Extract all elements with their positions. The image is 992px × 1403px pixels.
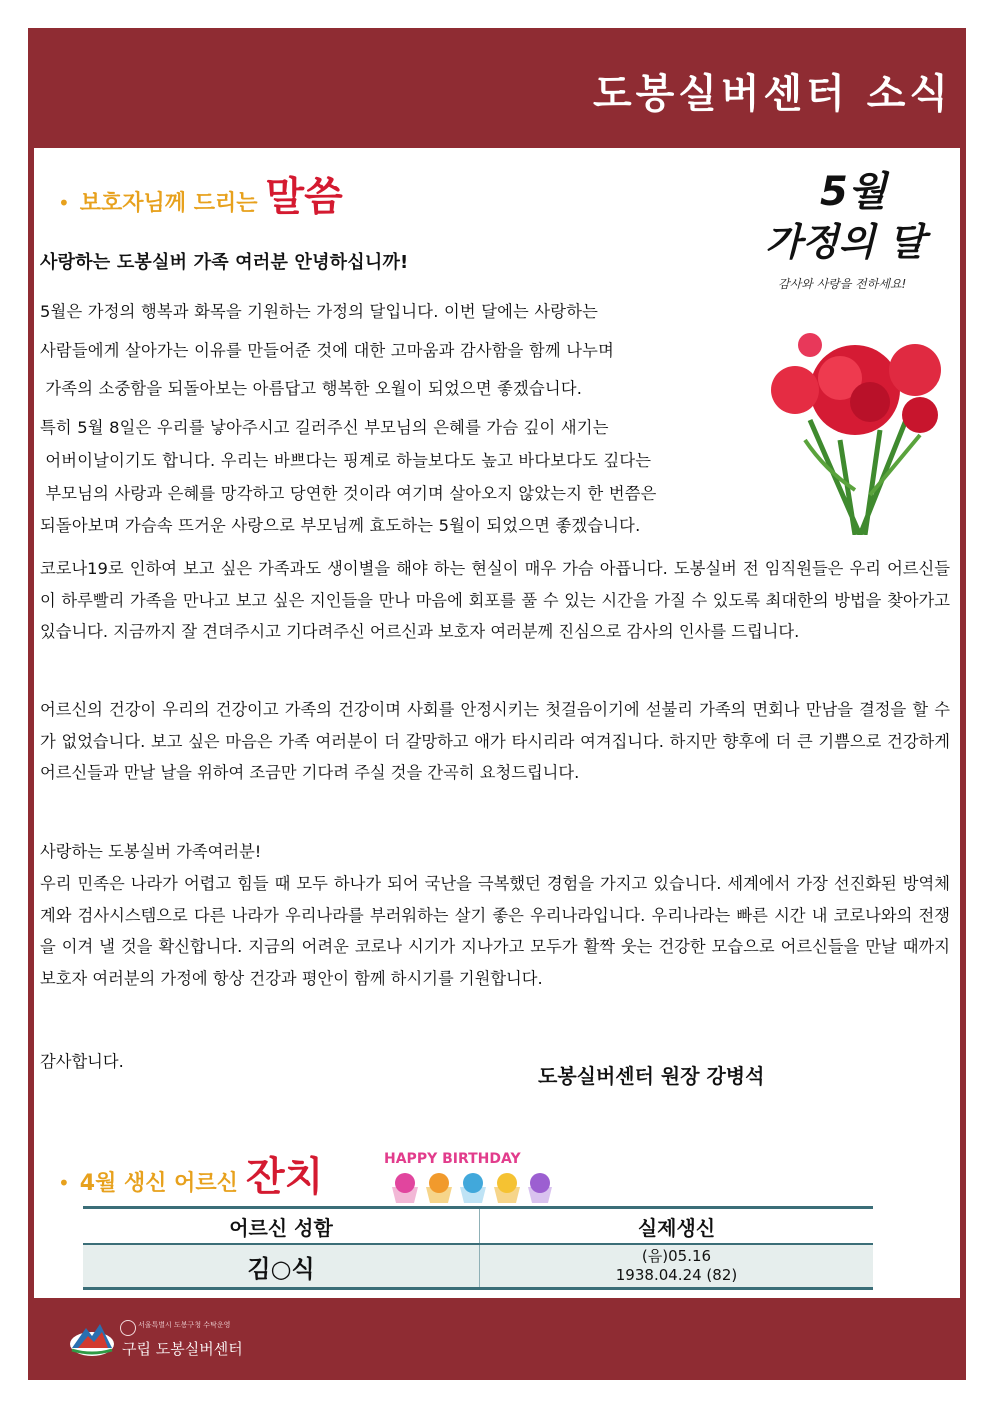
table-header-row [83, 1208, 873, 1245]
carnation-icon [770, 320, 945, 535]
table-row [83, 1244, 873, 1289]
birthday-banner-text: HAPPY BIRTHDAY [384, 1151, 521, 1167]
column-header-name: 어르신 성함 [83, 1208, 480, 1245]
section-subtitle: 4월 생신 어르신 [79, 1171, 238, 1196]
section-subtitle: 보호자님께 드리는 [79, 191, 258, 216]
signature: 도봉실버센터 원장 강병석 [538, 1064, 765, 1088]
bullet-icon: • [58, 1171, 70, 1195]
birthday-cupcakes-icon [380, 1145, 555, 1205]
paragraph-health: 어르신의 건강이 우리의 건강이고 가족의 건강이며 사회를 안정시키는 첫걸음이기에 섣불리 가족의 면회나 만남을 결정을 할 수가 없었습니다. 보고 싶은 마음은 가족 여러분이 더 갈망하고 애가 타시리라 여겨집니다. 하지만 향후에 더 큰 기쁨으로 건강하게 어르신들과 만날 날을 위하여 조금만 기다려 주실 것을 간곡히 요청드립니다. [40, 700, 950, 782]
birthday-table [83, 1206, 873, 1290]
section-title-message [58, 165, 343, 222]
intro-line: 어버이날이기도 합니다. 우리는 바쁘다는 핑계로 하늘보다도 높고 바다보다도 깊다는 [40, 451, 652, 470]
lunar-birthday: (음)05.16 [641, 1247, 712, 1265]
bullet-icon: • [58, 191, 70, 215]
paragraph-family-heading: 사랑하는 도봉실버 가족여러분! [40, 842, 262, 861]
solar-birthday: 1938.04.24 (82) [615, 1266, 738, 1284]
senior-name: 김○식 [83, 1244, 480, 1289]
may-art-line3: 감사와 사랑을 전하세요! [778, 277, 907, 291]
greeting: 사랑하는 도봉실버 가족 여러분 안녕하십니까! [40, 252, 409, 273]
may-art-line2: 가정의 달 [765, 220, 926, 264]
footer-center-name: 구립 도봉실버센터 [122, 1340, 243, 1358]
newsletter-title: 도봉실버센터 소식 [592, 71, 952, 117]
intro-line: 특히 5월 8일은 우리를 낳아주시고 길러주신 부모님의 은혜를 가슴 깊이 새기는 [40, 418, 609, 437]
center-logo-icon [68, 1318, 116, 1358]
paragraph-family: 우리 민족은 나라가 어렵고 힘들 때 모두 하나가 되어 국난을 극복했던 경험을 가지고 있습니다. 세계에서 가장 선진화된 방역체계와 검사시스템으로 다른 나라가 우리나라를 부러워하는 살기 좋은 우리나라입니다. 우리나라는 빠른 시간 내 코로나와의 전쟁을 이겨 낼 것을 확신합니다. 지금의 어려운 코로나 시기가 지나가고 모두가 활짝 웃는 건강한 모습으로 어르신들을 만날 때까지 보호자 여러분의 가정에 항상 건강과 평안이 함께 하시기를 기원합니다. [40, 874, 950, 988]
intro-line: 가족의 소중함을 되돌아보는 아름답고 행복한 오월이 되었으면 좋겠습니다. [40, 379, 583, 398]
closing-thanks: 감사합니다. [40, 1052, 124, 1071]
column-header-birthday: 실제생신 [480, 1208, 874, 1245]
birthday-dates [480, 1244, 874, 1289]
section-keyword: 말씀 [265, 174, 343, 220]
intro-line: 부모님의 사랑과 은혜를 망각하고 당연한 것이라 여기며 살아오지 않았는지 한 번쯤은 [40, 484, 657, 503]
may-family-month-art [760, 160, 950, 295]
intro-line: 5월은 가정의 행복과 화목을 기원하는 가정의 달입니다. 이번 달에는 사랑하는 [40, 302, 599, 321]
section-keyword: 잔치 [245, 1154, 324, 1200]
paragraph-covid: 코로나19로 인하여 보고 싶은 가족과도 생이별을 해야 하는 현실이 매우 가슴 아픕니다. 도봉실버 전 임직원들은 우리 어르신들이 하루빨리 가족을 만나고 보고 싶은 지인들을 만나 마음에 회포를 풀 수 있는 시간을 가질 수 있도록 최대한의 방법을 찾아가고 있습니다. 지금까지 잘 견뎌주시고 기다려주신 어르신과 보호자 여러분께 진심으로 감사의 인사를 드립니다. [40, 559, 950, 641]
intro-line: 되돌아보며 가슴속 뜨거운 사랑으로 부모님께 효도하는 5월이 되었으면 좋겠습니다. [40, 516, 641, 535]
may-art-line1: 5월 [820, 169, 887, 215]
district-seal-icon [120, 1320, 136, 1336]
section-title-birthday [58, 1145, 323, 1202]
footer-organization: 서울특별시 도봉구청 수탁운영 [138, 1321, 231, 1329]
intro-line: 사람들에게 살아가는 이유를 만들어준 것에 대한 고마움과 감사함을 함께 나누며 [40, 341, 614, 360]
